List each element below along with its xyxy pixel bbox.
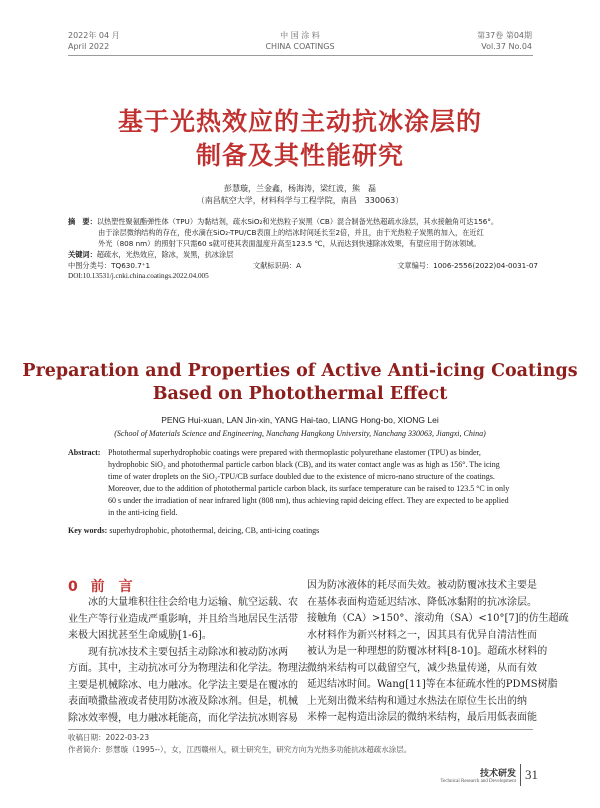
en-title-line1: Preparation and Properties of Active Anti-icing Coatings xyxy=(22,361,578,381)
received-date: 收稿日期：2022-03-23 xyxy=(68,733,150,742)
en-abstract-line: in the anti-icing field. xyxy=(108,508,178,517)
body-line: 业生产等行业造成严重影响，并且给当地居民生活带 xyxy=(68,613,298,625)
footer-column-cn: 技术研发 xyxy=(479,769,516,779)
en-abstract-line: Moreover, due to the addition of photothermal particle carbon black, its surface temperature can be raised to 123.5 °C in only xyxy=(108,484,510,493)
en-keywords-label: Key words: xyxy=(68,526,108,535)
author-intro: 作者简介：彭慧璇（1995--），女，江西赣州人，硕士研究生，研究方向为光热多功能抗冰超疏水涂层。 xyxy=(68,745,412,754)
header-journal-en: CHINA COATINGS xyxy=(265,42,335,51)
body-line: 接触角（CA）>150°、滚动角（SA）<10°[7]的仿生超疏 xyxy=(307,613,569,624)
header-date-cn: 2022年 04 月 xyxy=(68,31,120,40)
body-line: 主要是机械除冰、电力融冰。化学法主要是在覆冰的 xyxy=(68,679,298,691)
article-no-label: 文章编号： xyxy=(397,261,434,270)
cn-keywords-label: 关键词： xyxy=(68,250,97,259)
footnote xyxy=(68,732,411,756)
doi: DOI:10.13531/j.cnki.china.coatings.2022.04.005 xyxy=(68,272,209,280)
en-abstract xyxy=(68,447,538,537)
doc-code-label: 文献标识码： xyxy=(253,261,297,270)
en-abstract-line: 60 s under the irradiation of near infrared light (808 nm), thus achieving rapid deicing effect. They are expected to be applied xyxy=(108,496,509,505)
doc-code-value: A xyxy=(296,261,302,270)
body-line: 被认为是一种理想的防覆冰材料[8-10]。超疏水材料的 xyxy=(307,646,548,657)
cn-authors: 彭慧璇，兰金鑫，杨海涛，梁红波，熊 磊 xyxy=(224,184,376,193)
en-title-line2: Based on Photothermal Effect xyxy=(152,384,448,404)
body-line: 水材料作为新兴材料之一，因其具有优异自清洁性而 xyxy=(307,629,537,641)
cn-title-line2: 制备及其性能研究 xyxy=(195,141,404,170)
body-line: 方面。其中，主动抗冰可分为物理法和化学法。物理法 xyxy=(68,663,308,674)
en-abstract-line: hydrophobic SiO₂ and photothermal particle carbon black (CB), and its water contact angle was as high as 156°. The icing xyxy=(108,460,500,469)
footer-column xyxy=(440,766,516,784)
cn-abstract-line3: 外光（808 nm）的照射下只需60 s就可使其表面温度升高至123.5 ℃，从而达到快速除冰效果，有望应用于防冰领域。 xyxy=(98,239,481,248)
body-line: 表面喷撒盐液或者使用防冰液及除冰剂。但是，机械 xyxy=(68,696,298,707)
en-keywords: superhydrophobic, photothermal, deicing, CB, anti-icing coatings xyxy=(109,526,320,535)
cn-title-line1: 基于光热效应的主动抗冰涂层的 xyxy=(117,107,482,136)
body-line: 上光刻出微米结构和通过水热法在原位生长出的纳 xyxy=(307,695,527,707)
en-authors: PENG Hui-xuan, LAN Jin-xin, YANG Hai-tao, LIANG Hong-bo, XIONG Lei xyxy=(161,415,439,425)
cn-keywords: 超疏水，光热效应，除冰，炭黑，抗冰涂层 xyxy=(96,250,234,259)
clc-value: TQ630.7⁺1 xyxy=(111,261,151,270)
section-title: 前 言 xyxy=(90,579,133,595)
header-date xyxy=(68,30,120,52)
body-line: 来极大困扰甚至生命威胁[1-6]。 xyxy=(68,630,212,641)
body-line: 延迟结冰时间。Wang[11]等在本征疏水性的PDMS树脂 xyxy=(307,679,558,690)
footer-divider xyxy=(520,764,521,786)
en-abstract-label: Abstract: xyxy=(68,448,101,457)
article-no-value: 1006-2556(2022)04-0031-07 xyxy=(433,261,538,270)
body-line: 现有抗冰技术主要包括主动除冰和被动防冰两 xyxy=(68,646,288,658)
footer-column-en: Technical Research and Development xyxy=(440,779,516,784)
body-line: 微纳米结构可以截留空气，减少热量传递，从而有效 xyxy=(307,662,537,674)
body-line: 米棒一起构造出涂层的微纳米结构，最后用低表面能 xyxy=(307,712,537,723)
header-journal xyxy=(200,30,400,52)
section-number: 0 xyxy=(68,579,78,595)
header-date-en: April 2022 xyxy=(68,42,110,51)
en-affiliation: (School of Materials Science and Engineering, Nanchang Hangkong University, Nanchang 330063, Jiangxi, China) xyxy=(114,429,486,438)
cn-abstract-line1: 以热塑性聚氨酯弹性体（TPU）为黏结剂，疏水SiO₂和光热粒子炭黑（CB）混合制备光热超疏水涂层，其水接触角可达156°。 xyxy=(96,217,499,226)
cn-abstract-label: 摘 要： xyxy=(68,217,97,226)
clc-label: 中图分类号： xyxy=(68,261,112,270)
body-line: 因为防冰液体的耗尽而失效。被动防覆冰技术主要是 xyxy=(307,580,537,591)
cn-abstract-line2: 由于涂层微纳结构的存在，使水滴在SiO₂-TPU/CB表面上的结冰时间延长至2倍，并且，由于光热粒子炭黑的加入，在近红 xyxy=(98,228,484,237)
en-abstract-body xyxy=(108,447,538,519)
en-abstract-line: time of water droplets on the SiO₂-TPU/CB surface doubled due to the existence of micro-nano structure of the coatings. xyxy=(108,472,495,481)
footnote-rule xyxy=(68,729,533,730)
body-line: 在基体表面构造延迟结冰、降低冰黏附的抗冰涂层。 xyxy=(307,596,537,608)
body-line: 除冰效率慢，电力融冰耗能高，而化学法抗冰则容易 xyxy=(68,712,298,724)
body-right-column xyxy=(307,578,569,727)
en-abstract-line: Photothermal superhydrophobic coatings were prepared with thermoplastic polyurethane elastomer (TPU) as binder, xyxy=(108,448,481,457)
section-heading xyxy=(68,576,133,596)
header-journal-cn: 中 国 涂 料 xyxy=(280,31,320,40)
page-number: 31 xyxy=(525,767,538,782)
header-issue-cn: 第37卷 第04期 xyxy=(477,31,532,40)
header-issue xyxy=(477,30,532,52)
cn-affiliation: （南昌航空大学，材料科学与工程学院，南昌 330063） xyxy=(196,196,404,205)
cn-abstract xyxy=(68,216,538,282)
body-left-column xyxy=(68,595,308,727)
header-rule xyxy=(68,55,533,56)
body-line: 冰的大量堆积往往会给电力运输、航空运载、农 xyxy=(68,597,298,608)
header-issue-en: Vol.37 No.04 xyxy=(481,42,532,51)
